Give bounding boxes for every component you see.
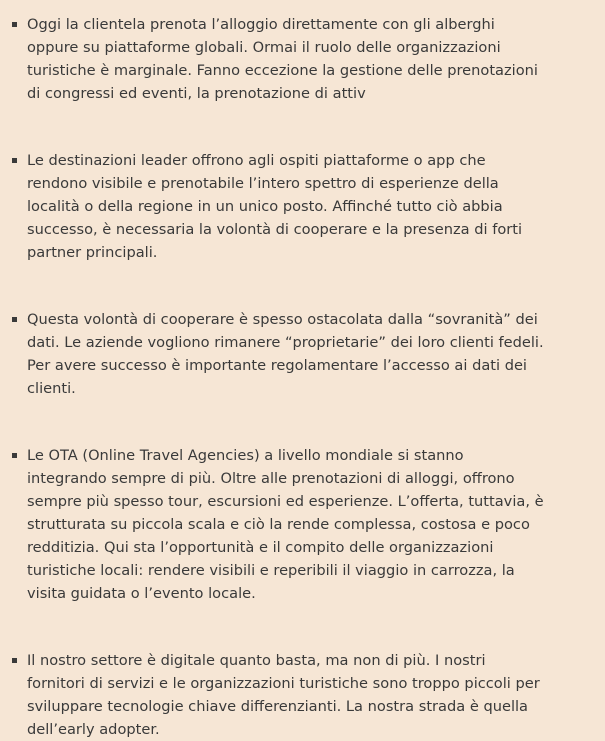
list-item — [0, 444, 547, 605]
list-item-text: Il nostro settore è digitale quanto basta, ma non di più. I nostri fornitori di servizi e le organizzazioni turistiche sono troppo piccoli per sviluppare tecnologie chiave differenzianti. La nostra strada è quella dell’early adopter. — [27, 652, 540, 738]
list-item-text: Le destinazioni leader offrono agli ospiti piattaforme o app che rendono visibile e prenotabile l’intero spettro di esperienze della località o della regione in un unico posto. Affinché tutto ciò abbia successo, è necessaria la volontà di cooperare e la presenza di forti partner principali. — [27, 152, 523, 261]
list-item — [0, 13, 547, 105]
list-item — [0, 308, 547, 400]
square-bullet-icon — [12, 317, 17, 322]
list-item-text: Le OTA (Online Travel Agencies) a livello mondiale si stanno integrando sempre di più. Oltre alle prenotazioni di alloggi, offrono sempre più spesso tour, escursioni ed esperienze. L’offerta, tuttavia, è strutturata su piccola scala e ciò la rende complessa, costosa e poco redditizia. Qui sta l’opportunità e il compito delle organizzazioni turistiche locali: rendere visibili e reperibili il viaggio in carrozza, la visita guidata o l’evento locale. — [27, 447, 544, 602]
square-bullet-icon — [12, 453, 17, 458]
list-item — [0, 149, 547, 264]
list-item — [0, 649, 547, 741]
square-bullet-icon — [12, 158, 17, 163]
list-item-text: Questa volontà di cooperare è spesso ostacolata dalla “sovranità” dei dati. Le aziende vogliono rimanere “proprietarie” dei loro clienti fedeli. Per avere successo è importante regolamentare l’accesso ai dati dei clienti. — [27, 311, 544, 397]
list-item-text: Oggi la clientela prenota l’alloggio direttamente con gli alberghi oppure su piattaforme globali. Ormai il ruolo delle organizzazioni turistiche è marginale. Fanno eccezione la gestione delle prenotazioni di congressi ed eventi, la prenotazione di attiv — [27, 16, 538, 102]
square-bullet-icon — [12, 22, 17, 27]
square-bullet-icon — [12, 658, 17, 663]
